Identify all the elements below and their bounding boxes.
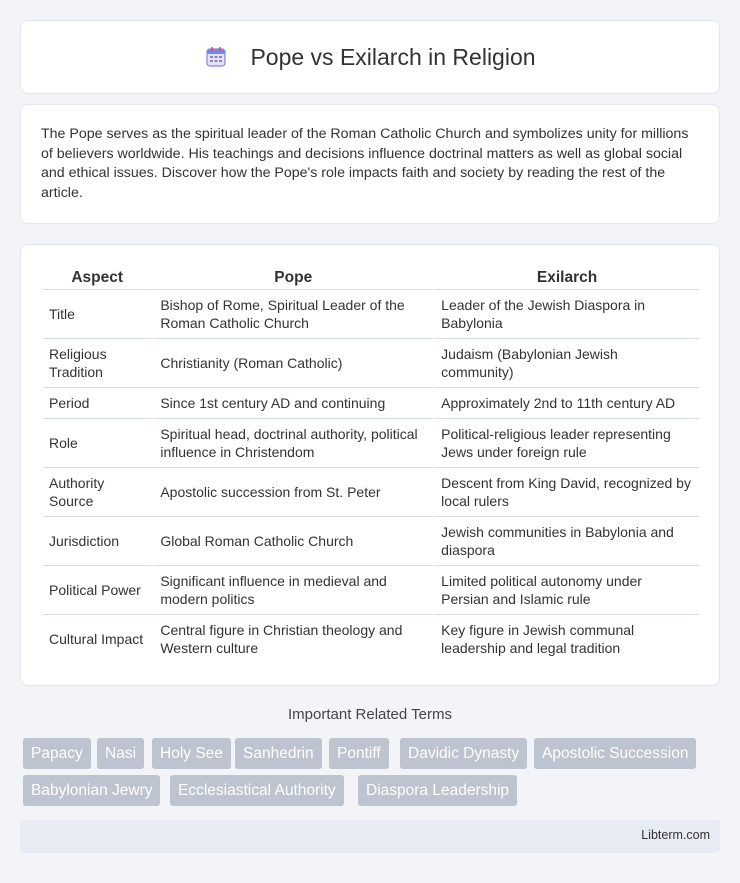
cell-pope: Global Roman Catholic Church <box>151 516 432 565</box>
term-tag[interactable]: Sanhedrin <box>235 738 322 769</box>
column-header-pope: Pope <box>151 267 432 289</box>
intro-text: The Pope serves as the spiritual leader of the Roman Catholic Church and symbolizes unity for millions of believers worldwide. His teachings and decisions influence doctrinal matters as well as global social and ethical issues. Discover how the Pope's role impacts faith and society by reading the rest of the article. <box>41 126 689 201</box>
term-tag[interactable]: Apostolic Succession <box>534 738 696 769</box>
cell-aspect: Title <box>43 289 151 338</box>
cell-aspect: Cultural Impact <box>43 614 151 663</box>
column-header-aspect: Aspect <box>71 269 123 286</box>
calendar-icon <box>204 45 228 69</box>
footer <box>20 820 720 853</box>
term-tag[interactable]: Babylonian Jewry <box>23 775 160 806</box>
cell-aspect: Period <box>43 387 151 418</box>
footer-site-link[interactable]: Libterm.com <box>641 828 710 842</box>
table-row <box>43 387 699 418</box>
cell-aspect: Role <box>43 418 151 467</box>
table-row <box>43 516 699 565</box>
comparison-card <box>20 244 720 686</box>
cell-aspect: Authority Source <box>43 467 151 516</box>
cell-pope: Spiritual head, doctrinal authority, political influence in Christendom <box>151 418 432 467</box>
term-tag[interactable]: Diaspora Leadership <box>358 775 517 806</box>
comparison-table <box>43 267 699 663</box>
term-tag[interactable]: Holy See <box>152 738 231 769</box>
cell-pope: Significant influence in medieval and modern politics <box>151 565 432 614</box>
cell-exilarch: Jewish communities in Babylonia and diaspora <box>432 516 699 565</box>
intro-card <box>20 104 720 224</box>
term-tag[interactable]: Pontiff <box>329 738 389 769</box>
cell-aspect: Jurisdiction <box>43 516 151 565</box>
cell-pope: Apostolic succession from St. Peter <box>151 467 432 516</box>
cell-exilarch: Leader of the Jewish Diaspora in Babylonia <box>432 289 699 338</box>
table-row <box>43 614 699 663</box>
cell-exilarch: Descent from King David, recognized by local rulers <box>432 467 699 516</box>
cell-exilarch: Political-religious leader representing Jews under foreign rule <box>432 418 699 467</box>
cell-pope: Bishop of Rome, Spiritual Leader of the Roman Catholic Church <box>151 289 432 338</box>
term-tag[interactable]: Papacy <box>23 738 91 769</box>
table-row <box>43 565 699 614</box>
cell-exilarch: Judaism (Babylonian Jewish community) <box>432 338 699 387</box>
table-row <box>43 418 699 467</box>
cell-exilarch: Approximately 2nd to 11th century AD <box>432 387 699 418</box>
related-terms-title: Important Related Terms <box>288 706 452 723</box>
cell-pope: Central figure in Christian theology and Western culture <box>151 614 432 663</box>
term-tag[interactable]: Ecclesiastical Authority <box>170 775 344 806</box>
term-tag[interactable]: Nasi <box>97 738 144 769</box>
column-header-exilarch: Exilarch <box>432 267 699 289</box>
cell-exilarch: Limited political autonomy under Persian and Islamic rule <box>432 565 699 614</box>
cell-exilarch: Key figure in Jewish communal leadership and legal tradition <box>432 614 699 663</box>
table-row <box>43 289 699 338</box>
header-card <box>20 20 720 94</box>
table-row <box>43 338 699 387</box>
cell-aspect: Political Power <box>43 565 151 614</box>
term-tag[interactable]: Davidic Dynasty <box>400 738 527 769</box>
page-title: Pope vs Exilarch in Religion <box>250 43 536 70</box>
cell-pope: Christianity (Roman Catholic) <box>151 338 432 387</box>
cell-pope: Since 1st century AD and continuing <box>151 387 432 418</box>
cell-aspect: Religious Tradition <box>43 338 151 387</box>
table-row <box>43 467 699 516</box>
